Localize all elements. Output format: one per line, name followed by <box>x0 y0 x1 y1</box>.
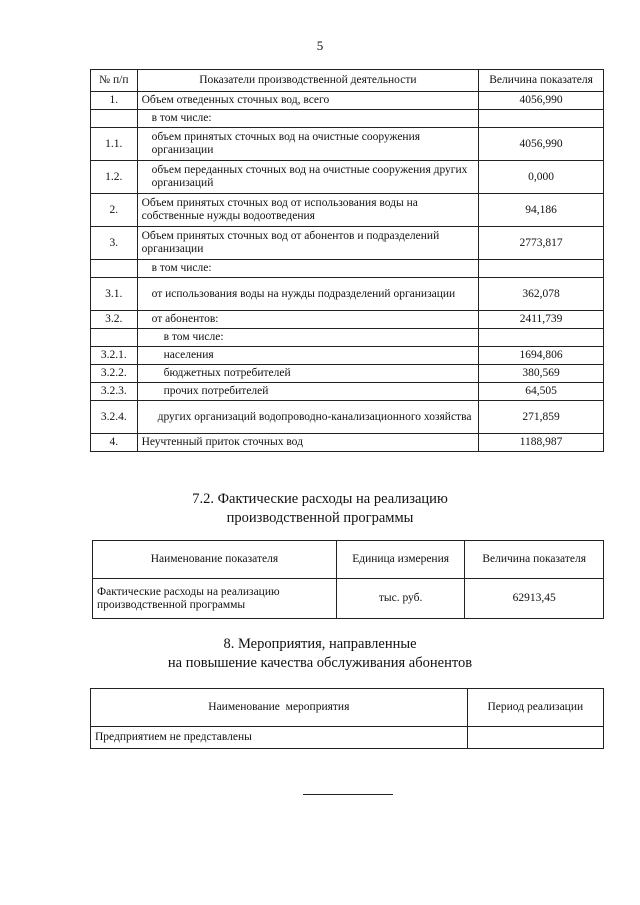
table-row <box>91 347 604 365</box>
col-header-value: Величина показателя <box>479 70 604 92</box>
row-indicator: прочих потребителей <box>137 383 478 401</box>
row-value: 94,186 <box>479 194 604 227</box>
production-indicators-table <box>90 69 604 452</box>
row-value <box>479 260 604 278</box>
expense-unit: тыс. руб. <box>336 579 465 619</box>
col-header-name: Наименование показателя <box>93 541 337 579</box>
table-row <box>91 383 604 401</box>
row-value: 4056,990 <box>479 128 604 161</box>
col-header-unit: Единица измерения <box>336 541 465 579</box>
actual-expenses-table <box>92 540 604 619</box>
row-value <box>479 329 604 347</box>
table-header-row <box>93 541 604 579</box>
expense-name: Фактические расходы на реализацию производственной программы <box>93 579 337 619</box>
section-8-title <box>0 635 640 673</box>
col-header-period: Период реализации <box>467 689 603 727</box>
table-row <box>91 128 604 161</box>
row-value: 2773,817 <box>479 227 604 260</box>
section-8-title-line2: на повышение качества обслуживания абонентов <box>167 655 473 671</box>
table-row <box>91 278 604 311</box>
table-row <box>91 311 604 329</box>
table-row <box>91 161 604 194</box>
measure-period <box>467 727 603 749</box>
row-number: 2. <box>91 194 138 227</box>
row-value: 1188,987 <box>479 434 604 452</box>
table-row <box>91 194 604 227</box>
row-indicator: Объем принятых сточных вод от абонентов и подразделений организации <box>137 227 478 260</box>
col-header-indicator: Показатели производственной деятельности <box>137 70 478 92</box>
table-row <box>91 260 604 278</box>
row-indicator: Объем принятых сточных вод от использования воды на собственные нужды водоотведения <box>137 194 478 227</box>
row-indicator: в том числе: <box>137 329 478 347</box>
table-row <box>91 92 604 110</box>
row-value: 1694,806 <box>479 347 604 365</box>
table-row <box>91 329 604 347</box>
row-value: 380,569 <box>479 365 604 383</box>
row-indicator: других организаций водопроводно-канализационного хозяйства <box>137 401 478 434</box>
row-value: 0,000 <box>479 161 604 194</box>
col-header-number: № п/п <box>91 70 138 92</box>
row-indicator: в том числе: <box>137 260 478 278</box>
table-row <box>93 579 604 619</box>
row-indicator: в том числе: <box>137 110 478 128</box>
row-number: 3. <box>91 227 138 260</box>
row-value: 4056,990 <box>479 92 604 110</box>
row-indicator: от использования воды на нужды подразделений организации <box>137 278 478 311</box>
row-number <box>91 329 138 347</box>
section-8-title-line1: 8. Мероприятия, направленные <box>223 636 417 652</box>
row-indicator: Объем отведенных сточных вод, всего <box>137 92 478 110</box>
expense-value: 62913,45 <box>465 579 604 619</box>
row-number: 3.2.3. <box>91 383 138 401</box>
row-number <box>91 260 138 278</box>
row-number: 3.2.4. <box>91 401 138 434</box>
page-number: 5 <box>316 38 324 53</box>
table-header-row <box>91 70 604 92</box>
row-indicator: объем переданных сточных вод на очистные сооружения других организаций <box>137 161 478 194</box>
section-7-2-title-line1: 7.2. Фактические расходы на реализацию <box>192 491 448 507</box>
row-indicator: населения <box>137 347 478 365</box>
row-number: 3.2.2. <box>91 365 138 383</box>
row-indicator: от абонентов: <box>137 311 478 329</box>
section-7-2-title <box>0 490 640 528</box>
row-indicator: бюджетных потребителей <box>137 365 478 383</box>
row-number: 1.1. <box>91 128 138 161</box>
col-header-measure: Наименование мероприятия <box>91 689 468 727</box>
table-row <box>91 365 604 383</box>
col-header-value: Величина показателя <box>465 541 604 579</box>
row-number: 1.2. <box>91 161 138 194</box>
row-number: 1. <box>91 92 138 110</box>
row-value: 2411,739 <box>479 311 604 329</box>
row-number: 3.1. <box>91 278 138 311</box>
table-row <box>91 227 604 260</box>
row-indicator: Неучтенный приток сточных вод <box>137 434 478 452</box>
table-row <box>91 401 604 434</box>
row-value: 64,505 <box>479 383 604 401</box>
table-row <box>91 434 604 452</box>
row-indicator: объем принятых сточных вод на очистные сооружения организации <box>137 128 478 161</box>
row-value: 271,859 <box>479 401 604 434</box>
row-number: 3.2. <box>91 311 138 329</box>
table-row <box>91 110 604 128</box>
row-value <box>479 110 604 128</box>
measure-name: Предприятием не представлены <box>91 727 468 749</box>
table-header-row <box>91 689 604 727</box>
table-row <box>91 727 604 749</box>
row-value: 362,078 <box>479 278 604 311</box>
row-number: 3.2.1. <box>91 347 138 365</box>
measures-table <box>90 688 604 749</box>
section-7-2-title-line2: производственной программы <box>226 510 414 526</box>
closing-rule <box>303 794 393 795</box>
row-number <box>91 110 138 128</box>
row-number: 4. <box>91 434 138 452</box>
